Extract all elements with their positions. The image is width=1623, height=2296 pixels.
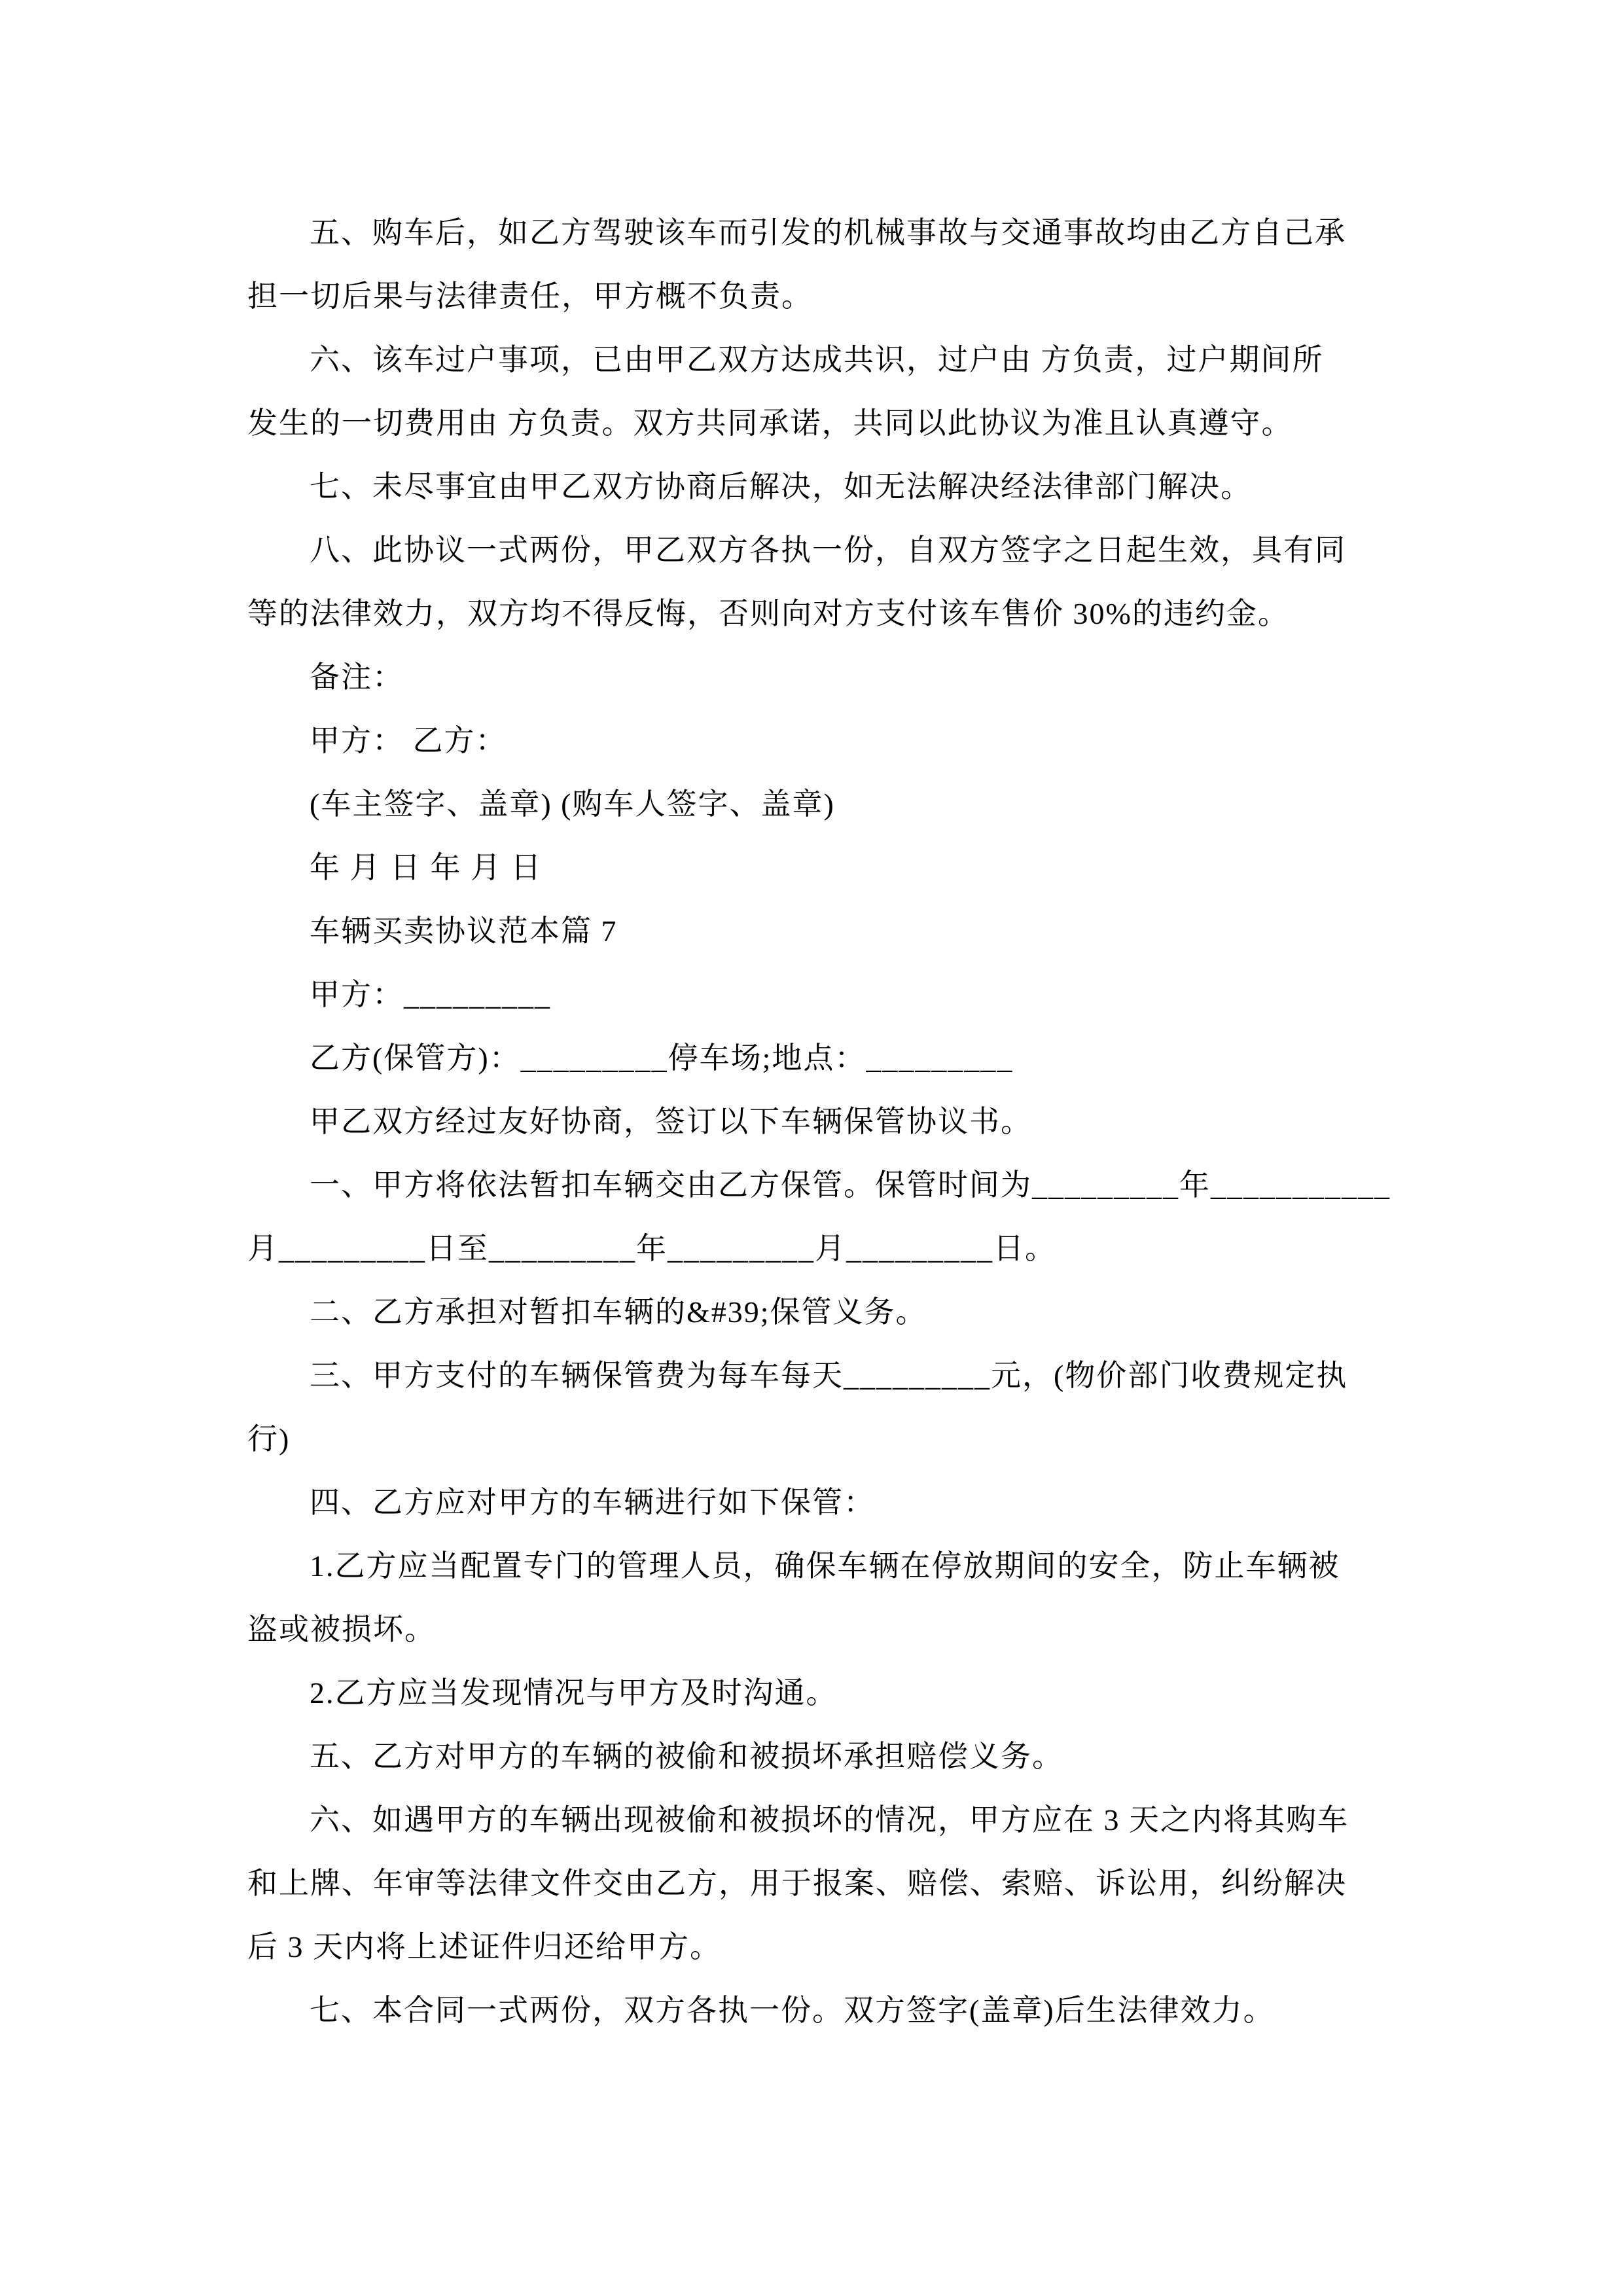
doc-line-party-a-blank: 甲方：_________ (310, 978, 551, 1011)
doc-line-clause-8: 八、此协议一式两份，甲乙双方各执一份，自双方签字之日起生效，具有同 (310, 533, 1346, 567)
doc-line-clause-5-cont: 担一切后果与法律责任，甲方概不负责。 (247, 279, 813, 313)
doc-line-clause-5: 五、购车后，如乙方驾驶该车而引发的机械事故与交通事故均由乙方自己承 (310, 216, 1346, 249)
doc-line-clause-6: 六、该车过户事项，已由甲乙双方达成共识，过户由 方负责，过户期间所 (310, 343, 1324, 376)
doc-line-party-signature-labels: 甲方： 乙方： (310, 724, 507, 757)
doc-line-keep-clause-4-item-2: 2.乙方应当发现情况与甲方及时沟通。 (310, 1676, 838, 1710)
doc-line-keep-clause-5: 五、乙方对甲方的车辆的被偷和被损坏承担赔偿义务。 (310, 1740, 1063, 1773)
doc-line-keep-clause-4-item-1-cont: 盗或被损坏。 (247, 1613, 436, 1646)
doc-line-keep-clause-4-item-1: 1.乙方应当配置专门的管理人员，确保车辆在停放期间的安全，防止车辆被 (310, 1549, 1340, 1583)
doc-line-date-blanks: 年 月 日 年 月 日 (310, 851, 543, 884)
doc-line-keep-clause-6-cont-2: 后 3 天内将上述证件归还给甲方。 (247, 1930, 721, 1964)
doc-line-clause-7: 七、未尽事宜由甲乙双方协商后解决，如无法解决经法律部门解决。 (310, 470, 1252, 503)
doc-line-signature-seal-note: (车主签字、盖章) (购车人签字、盖章) (310, 787, 835, 821)
doc-line-keep-clause-4: 四、乙方应对甲方的车辆进行如下保管： (310, 1486, 875, 1519)
doc-line-keep-clause-6-cont-1: 和上牌、年审等法律文件交由乙方，用于报案、赔偿、索赔、诉讼用，纠纷解决 (247, 1867, 1347, 1900)
doc-line-keep-clause-3-cont: 行) (247, 1422, 291, 1456)
doc-line-clause-6-cont: 发生的一切费用由 方负责。双方共同承诺，共同以此协议为准且认真遵守。 (247, 406, 1293, 440)
document-text-block (247, 201, 1389, 2042)
doc-line-clause-8-cont: 等的法律效力，双方均不得反悔，否则向对方支付该车售价 30%的违约金。 (247, 597, 1289, 630)
doc-line-preamble: 甲乙双方经过友好协商，签订以下车辆保管协议书。 (310, 1105, 1032, 1138)
doc-line-keep-clause-3: 三、甲方支付的车辆保管费为每车每天_________元，(物价部门收费规定执 (310, 1359, 1348, 1392)
doc-line-keep-clause-7: 七、本合同一式两份，双方各执一份。双方签字(盖章)后生法律效力。 (310, 1994, 1275, 2027)
doc-line-keep-clause-2: 二、乙方承担对暂扣车辆的&#39;保管义务。 (310, 1295, 927, 1329)
doc-line-party-b-blank: 乙方(保管方)：_________停车场;地点：_________ (310, 1041, 1014, 1075)
doc-line-remarks-label: 备注： (310, 660, 404, 694)
section-title-line: 车辆买卖协议范本篇 7 (310, 914, 618, 948)
doc-line-keep-clause-6: 六、如遇甲方的车辆出现被偷和被损坏的情况，甲方应在 3 天之内将其购车 (310, 1803, 1349, 1837)
doc-line-keep-clause-1: 一、甲方将依法暂扣车辆交由乙方保管。保管时间为_________年___________ (310, 1168, 1391, 1202)
doc-line-keep-clause-1-cont: 月_________日至_________年_________月_________日。 (247, 1232, 1056, 1265)
